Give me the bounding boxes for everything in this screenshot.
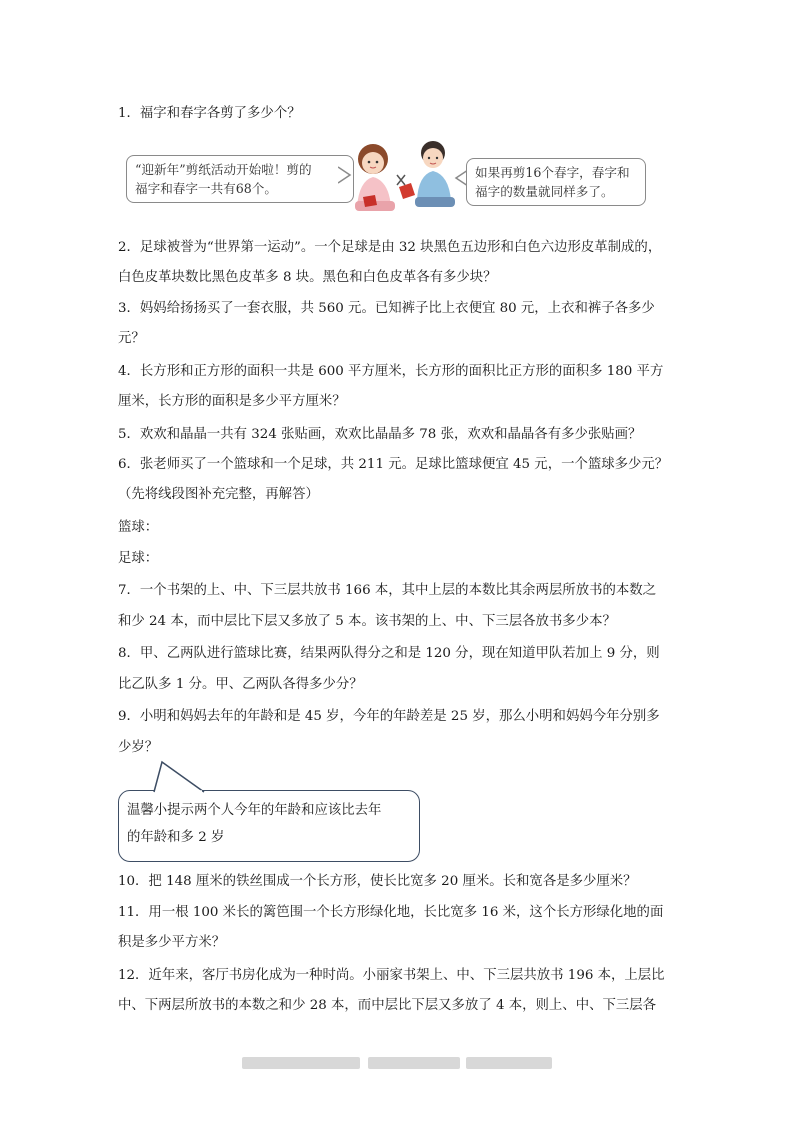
question-8-line-1: 8．甲、乙两队进行篮球比赛，结果两队得分之和是 120 分，现在知道甲队若加上 9 分，则: [118, 646, 660, 661]
tip-callout-pointer: [150, 760, 210, 794]
right-bubble-line-2: 福字的数量就同样多了。: [475, 184, 614, 199]
red-paper-icon: [399, 183, 415, 199]
question-10-line-1: 10．把 148 厘米的铁丝围成一个长方形，使长比宽多 20 厘米。长和宽各是多少厘米？: [118, 874, 637, 889]
children-cutting-paper-illustration: [345, 135, 463, 215]
tip-line-1: 温馨小提示两个人今年的年龄和应该比去年: [127, 803, 382, 818]
right-speech-bubble: [466, 158, 646, 206]
question-3-line-1: 3．妈妈给扬扬买了一套衣服，共 560 元。已知裤子比上衣便宜 80 元，上衣和裤子各多少: [118, 301, 655, 316]
question-3-line-2: 元？: [118, 331, 145, 346]
tip-line-2: 的年龄和多 2 岁: [127, 830, 225, 845]
tip-callout: [118, 790, 420, 862]
question-2-line-1: 2．足球被誉为“世界第一运动”。一个足球是由 32 块黑色五边形和白色六边形皮革制成的，: [118, 240, 662, 255]
question-4-line-2: 厘米，长方形的面积是多少平方厘米？: [118, 394, 346, 409]
question-7-line-2: 和少 24 本，而中层比下层又多放了 5 本。该书架的上、中、下三层各放书多少本？: [118, 614, 616, 629]
basketball-label: 篮球：: [118, 520, 159, 535]
question-11-line-1: 11．用一根 100 米长的篱笆围一个长方形绿化地，长比宽多 16 米，这个长方形绿化地的面: [118, 905, 664, 920]
question-12-line-2: 中、下两层所放书的本数之和少 28 本，而中层比下层又多放了 4 本，则上、中、下三层各: [118, 998, 657, 1013]
question-7-line-1: 7．一个书架的上、中、下三层共放书 166 本，其中上层的本数比其余两层所放书的本数之: [118, 583, 657, 598]
question-2-line-2: 白色皮革块数比黑色皮革多 8 块。黑色和白色皮革各有多少块？: [118, 270, 497, 285]
question-12-line-1: 12．近年来，客厅书房化成为一种时尚。小丽家书架上、中、下三层共放书 196 本，上层比: [118, 968, 665, 983]
question-5-line-1: 5．欢欢和晶晶一共有 324 张贴画，欢欢比晶晶多 78 张，欢欢和晶晶各有多少张贴画？: [118, 427, 642, 442]
football-label: 足球：: [118, 551, 159, 566]
question-9-line-2: 少岁？: [118, 740, 159, 755]
left-bubble-line-1: “迎新年”剪纸活动开始啦！剪的: [135, 162, 312, 177]
question-6-line-2: （先将线段图补充完整，再解答）: [118, 487, 319, 502]
question-6-line-1: 6．张老师买了一个篮球和一个足球，共 211 元。足球比篮球便宜 45 元，一个篮球多少元？: [118, 457, 669, 472]
question-1-line-1: 1．福字和春字各剪了多少个？: [118, 106, 301, 121]
left-speech-bubble: [126, 155, 354, 203]
boy-figure: [415, 141, 455, 207]
question-4-line-1: 4．长方形和正方形的面积一共是 600 平方厘米，长方形的面积比正方形的面积多 180 平方: [118, 364, 664, 379]
question-8-line-2: 比乙队多 1 分。甲、乙两队各得多少分？: [118, 677, 363, 692]
question-11-line-2: 积是多少平方米？: [118, 935, 226, 950]
right-bubble-line-1: 如果再剪16个春字，春字和: [475, 165, 630, 180]
question-9-line-1: 9．小明和妈妈去年的年龄和是 45 岁，今年的年龄差是 25 岁，那么小明和妈妈今年分别多: [118, 709, 660, 724]
left-bubble-line-2: 福字和春字一共有68个。: [135, 181, 277, 196]
